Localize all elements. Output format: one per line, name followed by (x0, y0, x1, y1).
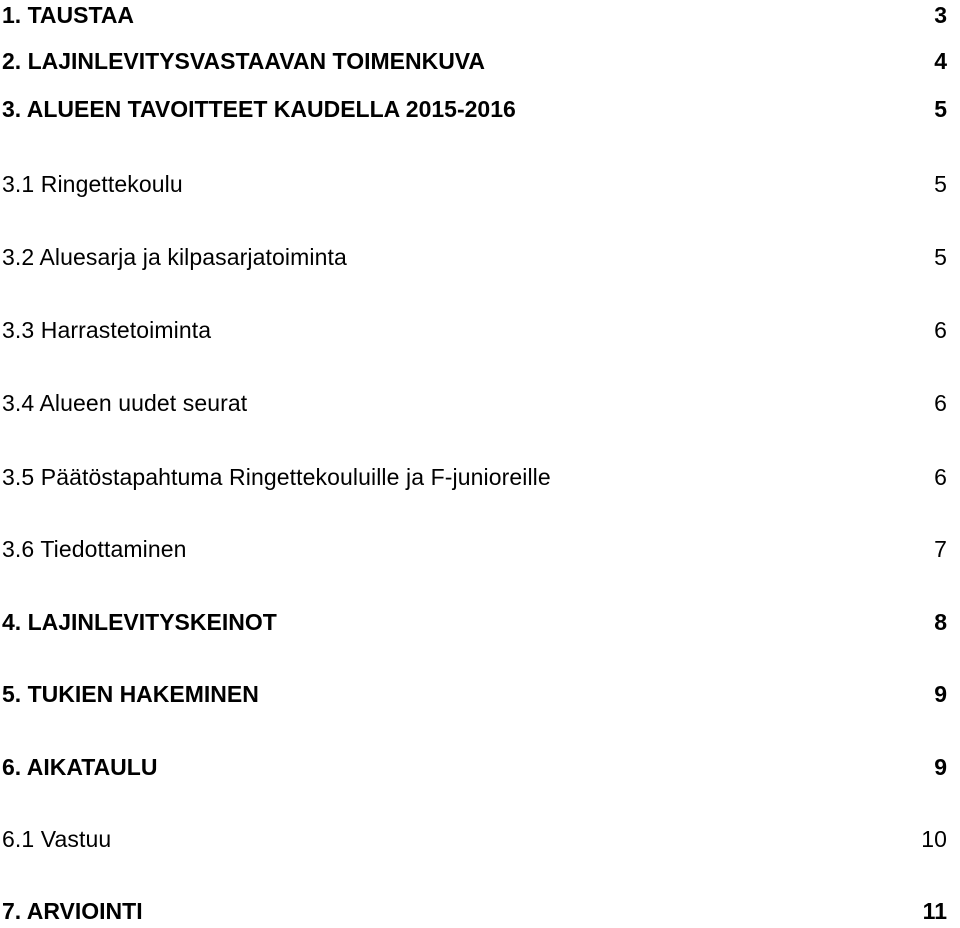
toc-entry-title: 3.4 Alueen uudet seurat (2, 390, 248, 416)
toc-entry-page: 3 (934, 2, 947, 28)
toc-entry-title: 4. LAJINLEVITYSKEINOT (2, 609, 277, 635)
toc-entry-page: 4 (934, 48, 947, 74)
toc-entry-vastuu[interactable] (2, 822, 947, 856)
toc-entry-title: 5. TUKIEN HAKEMINEN (2, 681, 259, 707)
toc-entry-page: 6 (934, 317, 947, 343)
toc-entry-page: 10 (921, 826, 947, 852)
toc-entry-arviointi[interactable] (2, 894, 947, 928)
toc-entry-title: 3.6 Tiedottaminen (2, 536, 187, 562)
toc-entry-page: 5 (934, 96, 947, 122)
toc-entry-tukien-hakeminen[interactable] (2, 677, 947, 711)
toc-entry-page: 11 (922, 898, 947, 924)
toc-entry-page: 8 (934, 609, 947, 635)
toc-entry-tiedottaminen[interactable] (2, 532, 947, 566)
toc-entry-page: 9 (934, 754, 947, 780)
toc-entry-page: 6 (934, 390, 947, 416)
toc-entry-ringettekoulu[interactable] (2, 167, 947, 201)
toc-entry-title: 2. LAJINLEVITYSVASTAAVAN TOIMENKUVA (2, 48, 486, 74)
toc-entry-paatostapahtuma[interactable] (2, 460, 947, 494)
toc-entry-title: 3.1 Ringettekoulu (2, 171, 183, 197)
toc-entry-page: 9 (934, 681, 947, 707)
toc-entry-page: 5 (934, 171, 947, 197)
toc-entry-title: 6.1 Vastuu (2, 826, 112, 852)
toc-entry-title: 3. ALUEEN TAVOITTEET KAUDELLA 2015-2016 (2, 96, 516, 122)
toc-entry-alueen-tavoitteet[interactable] (2, 92, 947, 126)
toc-entry-page: 5 (934, 244, 947, 270)
toc-entry-aluesarja[interactable] (2, 240, 947, 274)
toc-entry-page: 6 (934, 464, 947, 490)
toc-entry-harrastetoiminta[interactable] (2, 313, 947, 347)
toc-entry-title: 3.2 Aluesarja ja kilpasarjatoiminta (2, 244, 347, 270)
toc-entry-title: 6. AIKATAULU (2, 754, 158, 780)
toc-entry-alueen-uudet-seurat[interactable] (2, 386, 947, 420)
toc-entry-page: 7 (934, 536, 947, 562)
toc-entry-title: 1. TAUSTAA (2, 2, 135, 28)
toc-entry-title: 3.3 Harrastetoiminta (2, 317, 212, 343)
toc-entry-aikataulu[interactable] (2, 750, 947, 784)
toc-entry-lajinlevityskeinot[interactable] (2, 605, 947, 639)
toc-entry-lajinlevitysvastaavan-toimenkuva[interactable] (2, 44, 947, 78)
toc-entry-taustaa[interactable] (2, 0, 947, 32)
toc-entry-title: 7. ARVIOINTI (2, 898, 143, 924)
toc-entry-title: 3.5 Päätöstapahtuma Ringettekouluille ja F-junioreille (2, 464, 551, 490)
